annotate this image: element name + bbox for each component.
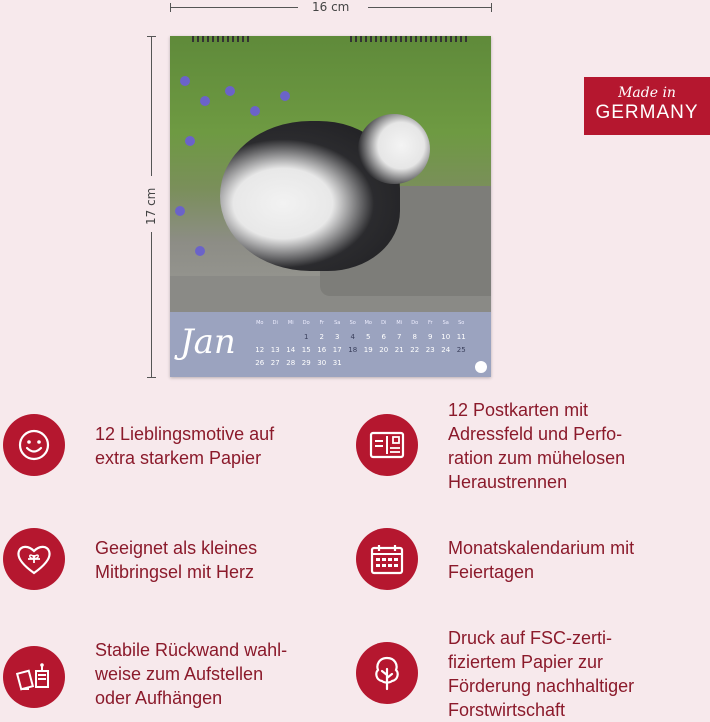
feature-line: Monatskalendarium mit xyxy=(448,538,635,558)
day-cell: 27 xyxy=(270,359,280,367)
day-cell: 18 xyxy=(348,346,358,354)
spiral-binding-left xyxy=(192,36,252,42)
feature-line: fiziertem Papier zur xyxy=(448,652,604,672)
flower-icon xyxy=(180,76,190,86)
postcard-icon xyxy=(356,414,418,476)
feature-line: weise zum Aufstellen xyxy=(95,664,264,684)
day-cell: 28 xyxy=(286,359,296,367)
weekday-header: Do xyxy=(411,320,419,326)
feature-line: 12 Lieblingsmotive auf xyxy=(95,424,275,444)
day-cell: 4 xyxy=(350,333,355,341)
weekday-header: Sa xyxy=(334,320,341,326)
feature-fsc xyxy=(356,626,634,722)
width-line-left xyxy=(170,7,298,8)
day-cell: 8 xyxy=(412,333,417,341)
day-cell: 3 xyxy=(335,333,340,341)
weekday-header-row xyxy=(252,320,482,333)
feature-line: Geeignet als kleines xyxy=(95,538,258,558)
feature-monthly-calendar xyxy=(356,528,634,590)
feature-line: Adressfeld und Perfo- xyxy=(448,424,623,444)
weekday-header: Mi xyxy=(287,320,294,326)
feature-line: 12 Postkarten mit xyxy=(448,400,589,420)
flower-icon xyxy=(250,106,260,116)
flower-icon xyxy=(185,136,195,146)
weekday-header: Di xyxy=(381,320,387,326)
feature-text xyxy=(448,398,625,494)
day-cell: 26 xyxy=(255,359,265,367)
flower-icon xyxy=(200,96,210,106)
flower-icon xyxy=(225,86,235,96)
day-cell: 1 xyxy=(304,333,309,341)
day-cell xyxy=(283,333,299,346)
height-line-bottom xyxy=(151,232,152,377)
height-line-top xyxy=(151,36,152,176)
feature-gift xyxy=(3,528,257,590)
feature-line: Heraustrennen xyxy=(448,472,568,492)
feature-backboard xyxy=(3,638,287,710)
day-cell: 10 xyxy=(441,333,451,341)
day-cell: 7 xyxy=(397,333,402,341)
brand-logo-icon xyxy=(475,361,487,373)
heart-gift-icon xyxy=(3,528,65,590)
weekday-header: Fr xyxy=(427,320,433,326)
feature-text xyxy=(448,536,634,584)
feature-line: Förderung nachhaltiger xyxy=(448,676,635,696)
feature-line: oder Aufhängen xyxy=(95,688,223,708)
tree-icon xyxy=(356,642,418,704)
badge-made-in: Made in xyxy=(618,85,676,101)
day-cell: 15 xyxy=(301,346,311,354)
day-cell: 24 xyxy=(441,346,451,354)
feature-line: Druck auf FSC-zerti- xyxy=(448,628,613,648)
day-grid xyxy=(252,320,482,372)
day-cell: 2 xyxy=(319,333,324,341)
day-cell: 5 xyxy=(366,333,371,341)
day-cell: 12 xyxy=(255,346,265,354)
made-in-germany-badge xyxy=(584,77,710,135)
calendar-preview xyxy=(170,36,491,377)
day-cell xyxy=(268,333,284,346)
day-cell: 11 xyxy=(456,333,466,341)
day-cell: 25 xyxy=(456,346,466,354)
weekday-header: Mi xyxy=(396,320,403,326)
guinea-pig-head xyxy=(358,114,430,184)
feature-text xyxy=(448,626,634,722)
month-grid xyxy=(170,312,491,377)
weekday-header: Di xyxy=(272,320,278,326)
day-cell: 9 xyxy=(428,333,433,341)
day-cell: 29 xyxy=(301,359,311,367)
feature-line: extra starkem Papier xyxy=(95,448,262,468)
month-name: Jan xyxy=(180,322,236,362)
week-row xyxy=(252,333,482,346)
width-tick-right xyxy=(491,3,492,12)
width-line-right xyxy=(368,7,491,8)
day-cell: 31 xyxy=(332,359,342,367)
weekday-header: Mo xyxy=(364,320,372,326)
feature-motifs xyxy=(3,414,274,476)
day-cell: 14 xyxy=(286,346,296,354)
flower-icon xyxy=(195,246,205,256)
feature-text xyxy=(95,422,274,470)
day-cell: 20 xyxy=(379,346,389,354)
stand-hang-icon xyxy=(3,646,65,708)
feature-line: Feiertagen xyxy=(448,562,535,582)
flower-icon xyxy=(175,206,185,216)
feature-line: Stabile Rückwand wahl- xyxy=(95,640,288,660)
height-tick-bottom xyxy=(147,377,156,378)
feature-postcards xyxy=(356,398,625,494)
width-label: 16 cm xyxy=(312,0,350,14)
day-cell: 21 xyxy=(394,346,404,354)
week-row xyxy=(252,359,482,372)
height-label: 17 cm xyxy=(144,187,158,225)
smiley-icon xyxy=(3,414,65,476)
spiral-binding-right xyxy=(350,36,470,42)
day-cell: 23 xyxy=(425,346,435,354)
day-cell: 17 xyxy=(332,346,342,354)
day-cell: 6 xyxy=(381,333,386,341)
weekday-header: Do xyxy=(302,320,310,326)
guinea-pig-photo xyxy=(170,36,491,312)
badge-country: GERMANY xyxy=(595,102,699,123)
day-cell: 16 xyxy=(317,346,327,354)
weekday-header: Fr xyxy=(319,320,325,326)
feature-line: Forstwirtschaft xyxy=(448,700,566,720)
day-cell xyxy=(252,333,268,346)
day-cell: 13 xyxy=(270,346,280,354)
day-cell: 19 xyxy=(363,346,373,354)
feature-line: ration zum mühelosen xyxy=(448,448,626,468)
day-cell: 30 xyxy=(317,359,327,367)
weekday-header: So xyxy=(458,320,465,326)
week-row xyxy=(252,346,482,359)
feature-text xyxy=(95,536,257,584)
weekday-header: Mo xyxy=(256,320,264,326)
calendar-icon xyxy=(356,528,418,590)
flower-icon xyxy=(280,91,290,101)
feature-line: Mitbringsel mit Herz xyxy=(95,562,255,582)
weekday-header: So xyxy=(349,320,356,326)
feature-text xyxy=(95,638,287,710)
weekday-header: Sa xyxy=(442,320,449,326)
day-cell: 22 xyxy=(410,346,420,354)
